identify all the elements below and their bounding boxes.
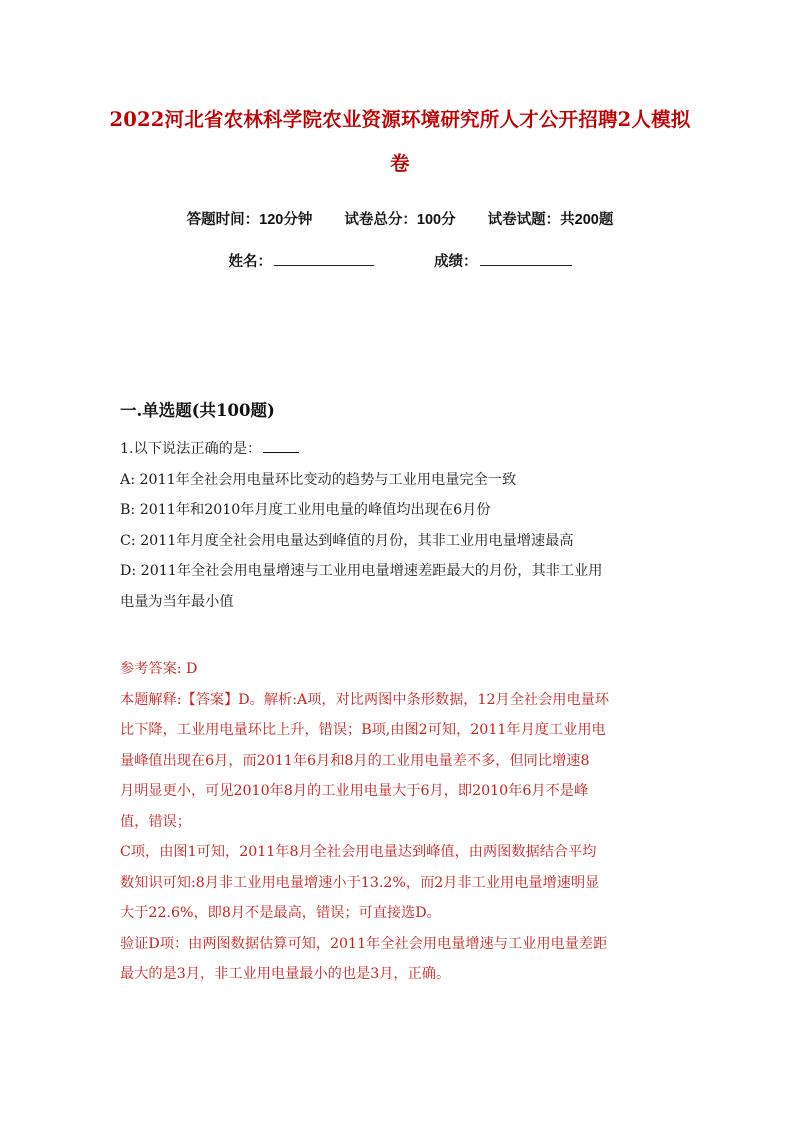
explanation-line: 比下降，工业用电量环比上升，错误；B项,由图2可知，2011年月度工业用电: [120, 722, 606, 738]
explanation-line: 本题解释:【答案】D。解析:A项，对比两图中条形数据，12月全社会用电量环: [120, 691, 610, 708]
explanation-line: 量峰值出现在6月，而2011年6月和8月的工业用电量差不多，但同比增速8: [120, 752, 590, 769]
explanation-line: 数知识可知:8月非工业用电量增速小于13.2%，而2月非工业用电量增速明显: [120, 874, 600, 891]
exam-time: 答题时间：120分钟: [186, 212, 313, 228]
option-d-line-2: 电量为当年最小值: [120, 593, 234, 610]
explanation-line: C项，由图1可知，2011年8月全社会用电量达到峰值，由两图数据结合平均: [120, 844, 597, 860]
name-field: [228, 250, 374, 274]
title-line-1: 2022河北省农林科学院农业资源环境研究所人才公开招聘2人模拟: [109, 108, 691, 131]
exam-meta: [0, 208, 800, 232]
option-d-line-1: D: 2011年全社会用电量增速与工业用电量增速差距最大的月份，其非工业用: [120, 563, 603, 579]
explanation-line: 月明显更小，可见2010年8月的工业用电量大于6月，即2010年6月不是峰: [120, 783, 589, 799]
title-line-2: 卷: [390, 152, 410, 175]
question-1: [120, 434, 680, 617]
section-heading: 一.单选题(共100题): [120, 401, 275, 420]
explanation-line: 大于22.6%，即8月不是最高，错误；可直接选D。: [120, 905, 441, 921]
question-stem: [120, 434, 680, 465]
question-stem-text: 1.以下说法正确的是：: [120, 441, 262, 457]
explanation-line: 值，错误；: [120, 813, 191, 830]
document-title: [100, 98, 700, 186]
name-blank[interactable]: [274, 253, 374, 266]
option-b: B: 2011年和2010年月度工业用电量的峰值均出现在6月份: [120, 502, 491, 518]
explanation-line: 最大的是3月，非工业用电量最小的也是3月，正确。: [120, 966, 451, 982]
score-field: [434, 250, 572, 274]
answer-blank: [263, 440, 299, 453]
explanation-line: 验证D项：由两图数据估算可知，2011年全社会用电量增速与工业用电量差距: [120, 935, 608, 952]
option-a: A: 2011年全社会用电量环比变动的趋势与工业用电量完全一致: [120, 471, 517, 488]
answer-section: [120, 654, 680, 990]
option-c: C: 2011年月度全社会用电量达到峰值的月份，其非工业用电量增速最高: [120, 532, 574, 549]
exam-question-count: 试卷试题：共200题: [487, 212, 614, 228]
exam-total-score: 试卷总分：100分: [344, 212, 456, 228]
score-blank[interactable]: [480, 253, 572, 266]
name-label: 姓名：: [228, 254, 272, 270]
reference-answer: 参考答案: D: [120, 661, 198, 677]
candidate-fields: [0, 250, 800, 274]
score-label: 成绩：: [434, 254, 478, 270]
